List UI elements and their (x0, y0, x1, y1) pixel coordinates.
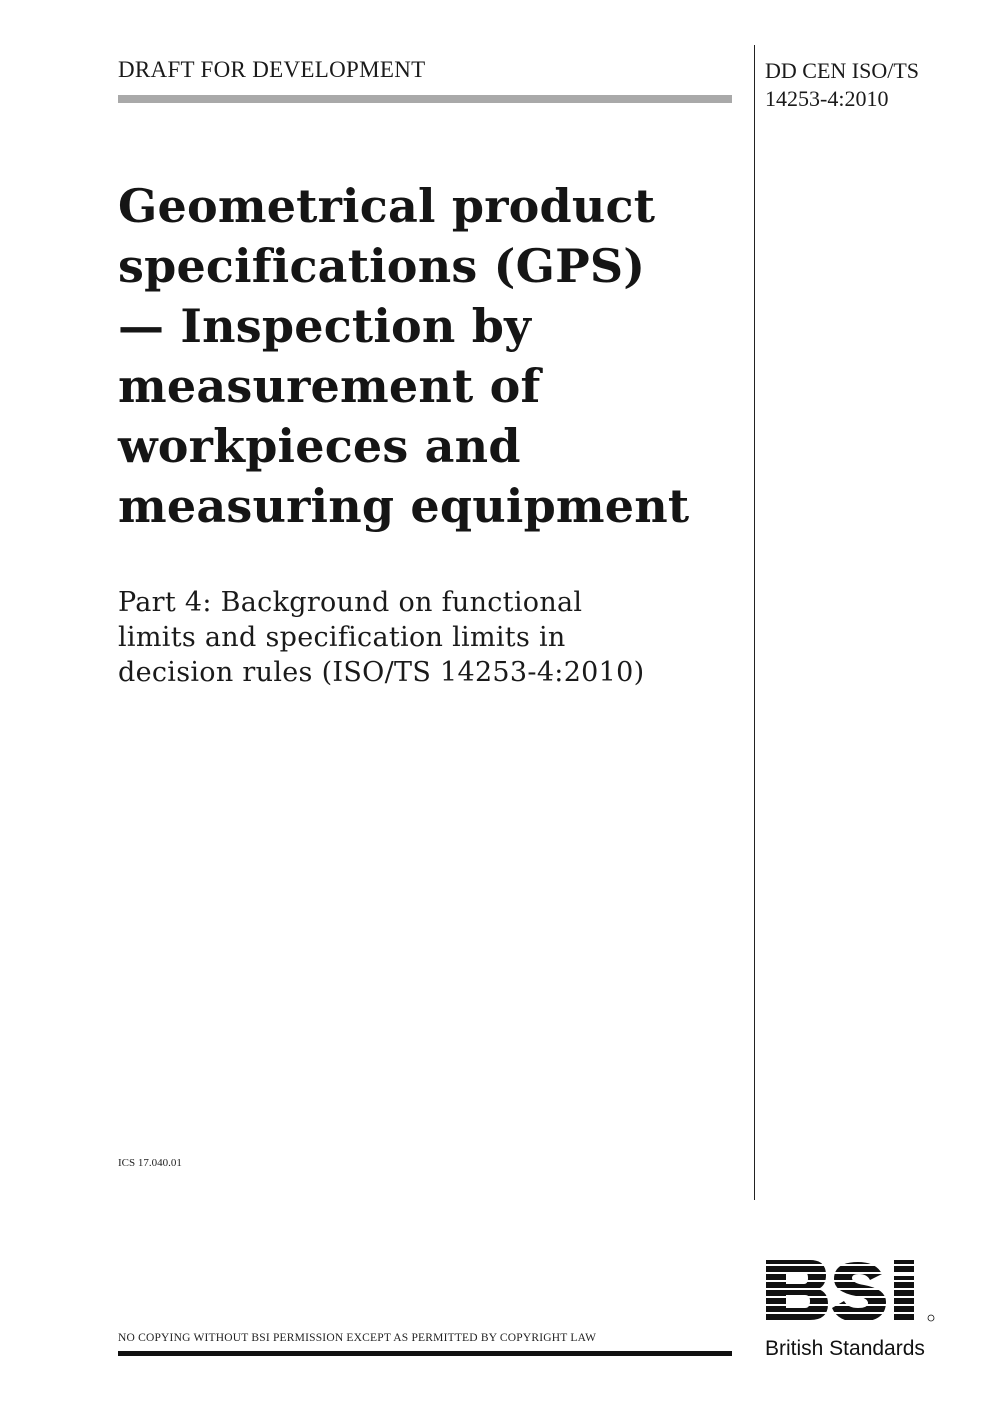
part-subtitle-line-2: limits and specification limits in (118, 622, 566, 653)
main-title (118, 176, 738, 536)
vertical-divider (754, 45, 755, 1200)
bsi-logo-caption: British Standards (765, 1337, 925, 1360)
header-grey-rule (118, 95, 732, 103)
main-title-line-5: workpieces and (118, 419, 521, 473)
footer-black-rule (118, 1351, 732, 1356)
document-number-line-2: 14253-4:2010 (765, 86, 889, 111)
part-subtitle-line-3: decision rules (ISO/TS 14253-4:2010) (118, 657, 645, 688)
copyright-notice: NO COPYING WITHOUT BSI PERMISSION EXCEPT AS PERMITTED BY COPYRIGHT LAW (118, 1332, 597, 1344)
main-title-line-1: Geometrical product (118, 179, 656, 233)
main-title-line-6: measuring equipment (118, 479, 690, 533)
main-title-line-2: specifications (GPS) (118, 239, 646, 293)
part-subtitle (118, 585, 738, 690)
part-subtitle-line-1: Part 4: Background on functional (118, 587, 583, 618)
document-number (765, 57, 919, 113)
ics-code: ICS 17.040.01 (118, 1157, 182, 1169)
document-number-line-1: DD CEN ISO/TS (765, 58, 920, 83)
main-title-line-4: measurement of (118, 359, 541, 413)
main-title-line-3: — Inspection by (118, 299, 532, 353)
document-type-label: DRAFT FOR DEVELOPMENT (118, 57, 426, 82)
